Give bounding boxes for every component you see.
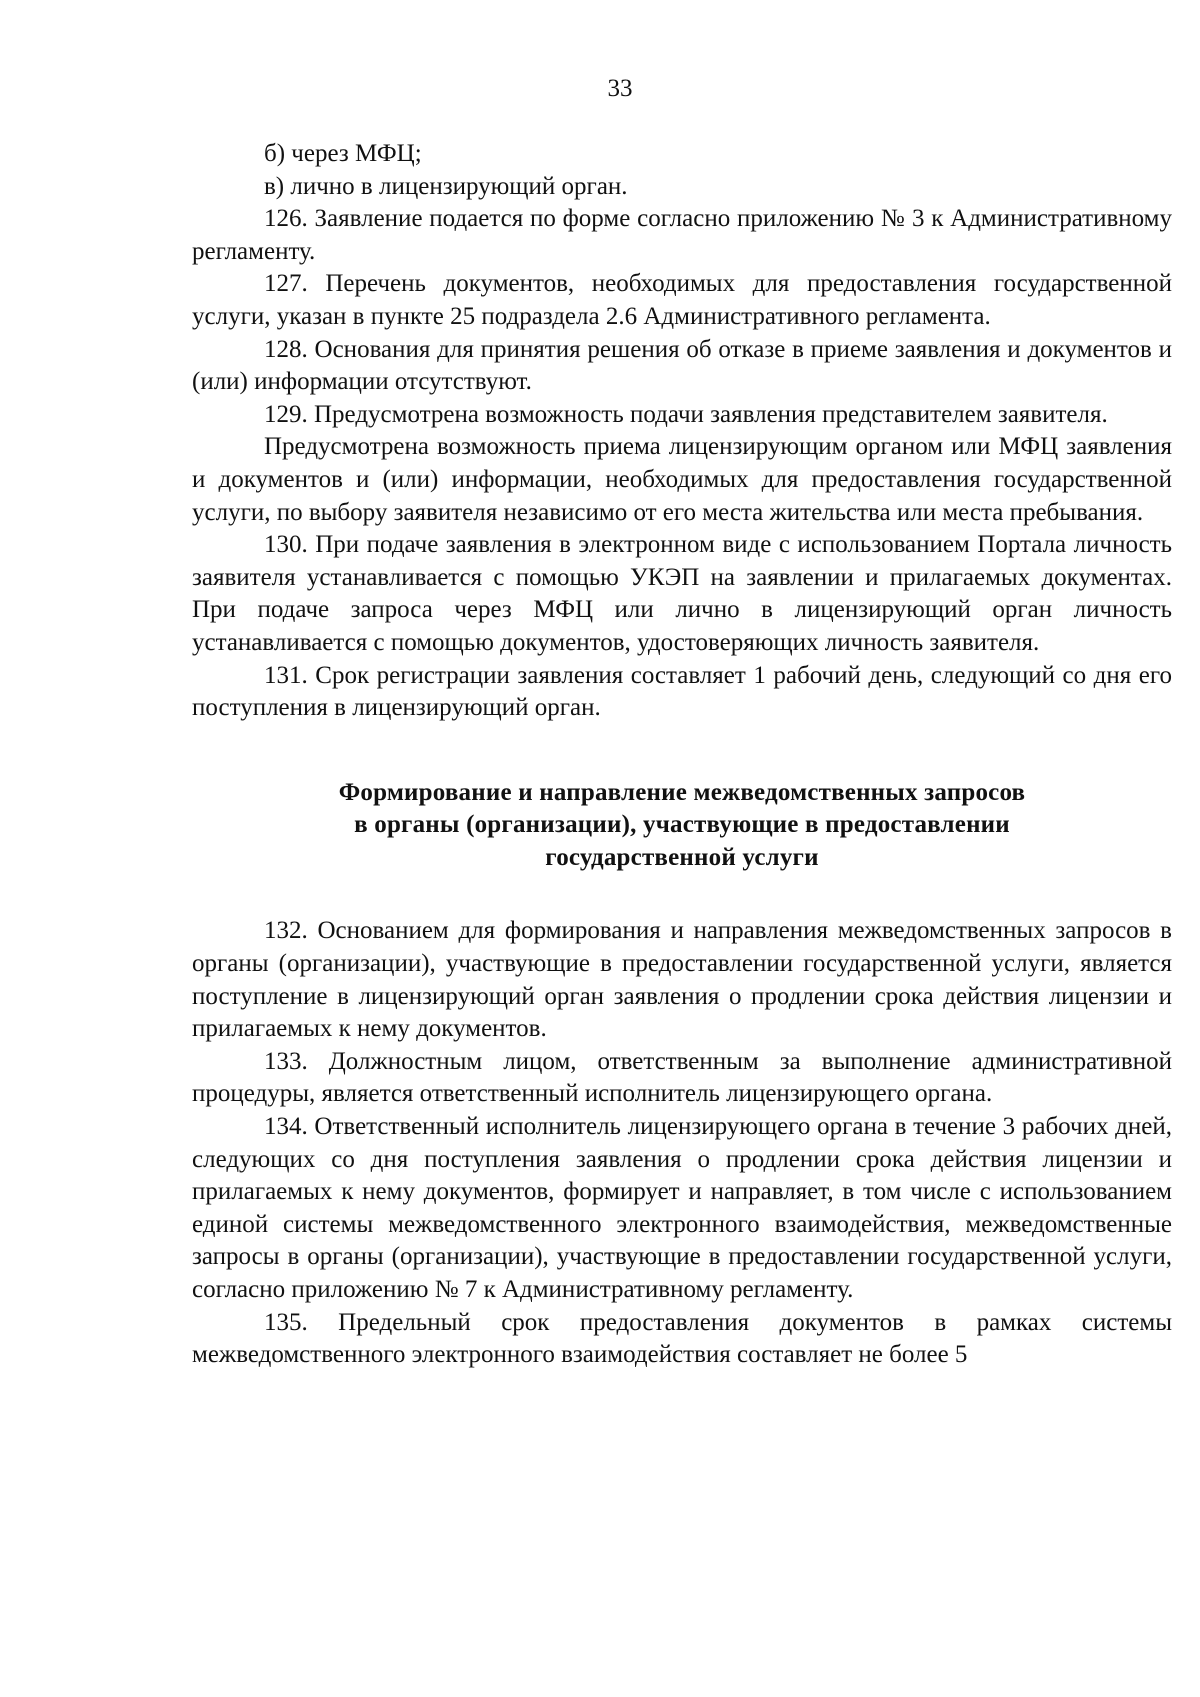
- paragraph-129-continuation: Предусмотрена возможность приема лицензирующим органом или МФЦ заявления и документов и (или) информации, необходимых для предоставления государственной услуги, по выбору заявителя независимо от его места жительства или места пребывания.: [192, 433, 1172, 526]
- paragraph-130: 130. При подаче заявления в электронном виде с использованием Портала личность заявителя устанавливается с помощью УКЭП на заявлении и прилагаемых документах. При подаче запроса через МФЦ или лично в лицензирующий орган личность устанавливается с помощью документов, удостоверяющих личность заявителя.: [192, 531, 1172, 656]
- paragraph-133: 133. Должностным лицом, ответственным за выполнение административной процедуры, является ответственный исполнитель лицензирующего органа.: [192, 1047, 1172, 1108]
- paragraph-131: 131. Срок регистрации заявления составляет 1 рабочий день, следующий со дня его поступления в лицензирующий орган.: [192, 661, 1172, 722]
- paragraph-132: 132. Основанием для формирования и направления межведомственных запросов в органы (организации), участвующие в предоставлении государственной услуги, является поступление в лицензирующий орган заявления о продлении срока действия лицензии и прилагаемых к нему документов.: [192, 917, 1172, 1043]
- paragraph-item-v: в) лично в лицензирующий орган.: [264, 172, 628, 200]
- section-heading-line-3: государственной услуги: [545, 843, 819, 871]
- section-heading-line-2: в органы (организации), участвующие в предоставлении: [354, 811, 1010, 839]
- page-number: 33: [607, 75, 633, 102]
- paragraph-127: 127. Перечень документов, необходимых для предоставления государственной услуги, указан в пункте 25 подраздела 2.6 Административного регламента.: [192, 270, 1172, 330]
- paragraph-126: 126. Заявление подается по форме согласно приложению № 3 к Административному регламенту.: [192, 205, 1172, 265]
- paragraph-135: 135. Предельный срок предоставления документов в рамках системы межведомственного электронного взаимодействия составляет не более 5: [192, 1308, 1172, 1369]
- paragraph-134: 134. Ответственный исполнитель лицензирующего органа в течение 3 рабочих дней, следующих со дня поступления заявления о продлении срока действия лицензии и прилагаемых к нему документов, формирует и направляет, в том числе с использованием единой системы межведомственного электронного взаимодействия, межведомственные запросы в органы (организации), участвующие в предоставлении государственной услуги, согласно приложению № 7 к Административному регламенту.: [192, 1113, 1172, 1303]
- paragraph-128: 128. Основания для принятия решения об отказе в приеме заявления и документов и (или) информации отсутствуют.: [192, 335, 1172, 396]
- paragraph-item-b: б) через МФЦ;: [264, 140, 422, 167]
- section-heading: [192, 777, 1172, 875]
- paragraph-129: 129. Предусмотрена возможность подачи заявления представителем заявителя.: [264, 400, 1108, 428]
- section-heading-line-1: Формирование и направление межведомственных запросов: [338, 778, 1026, 806]
- document-body: [192, 138, 1172, 1372]
